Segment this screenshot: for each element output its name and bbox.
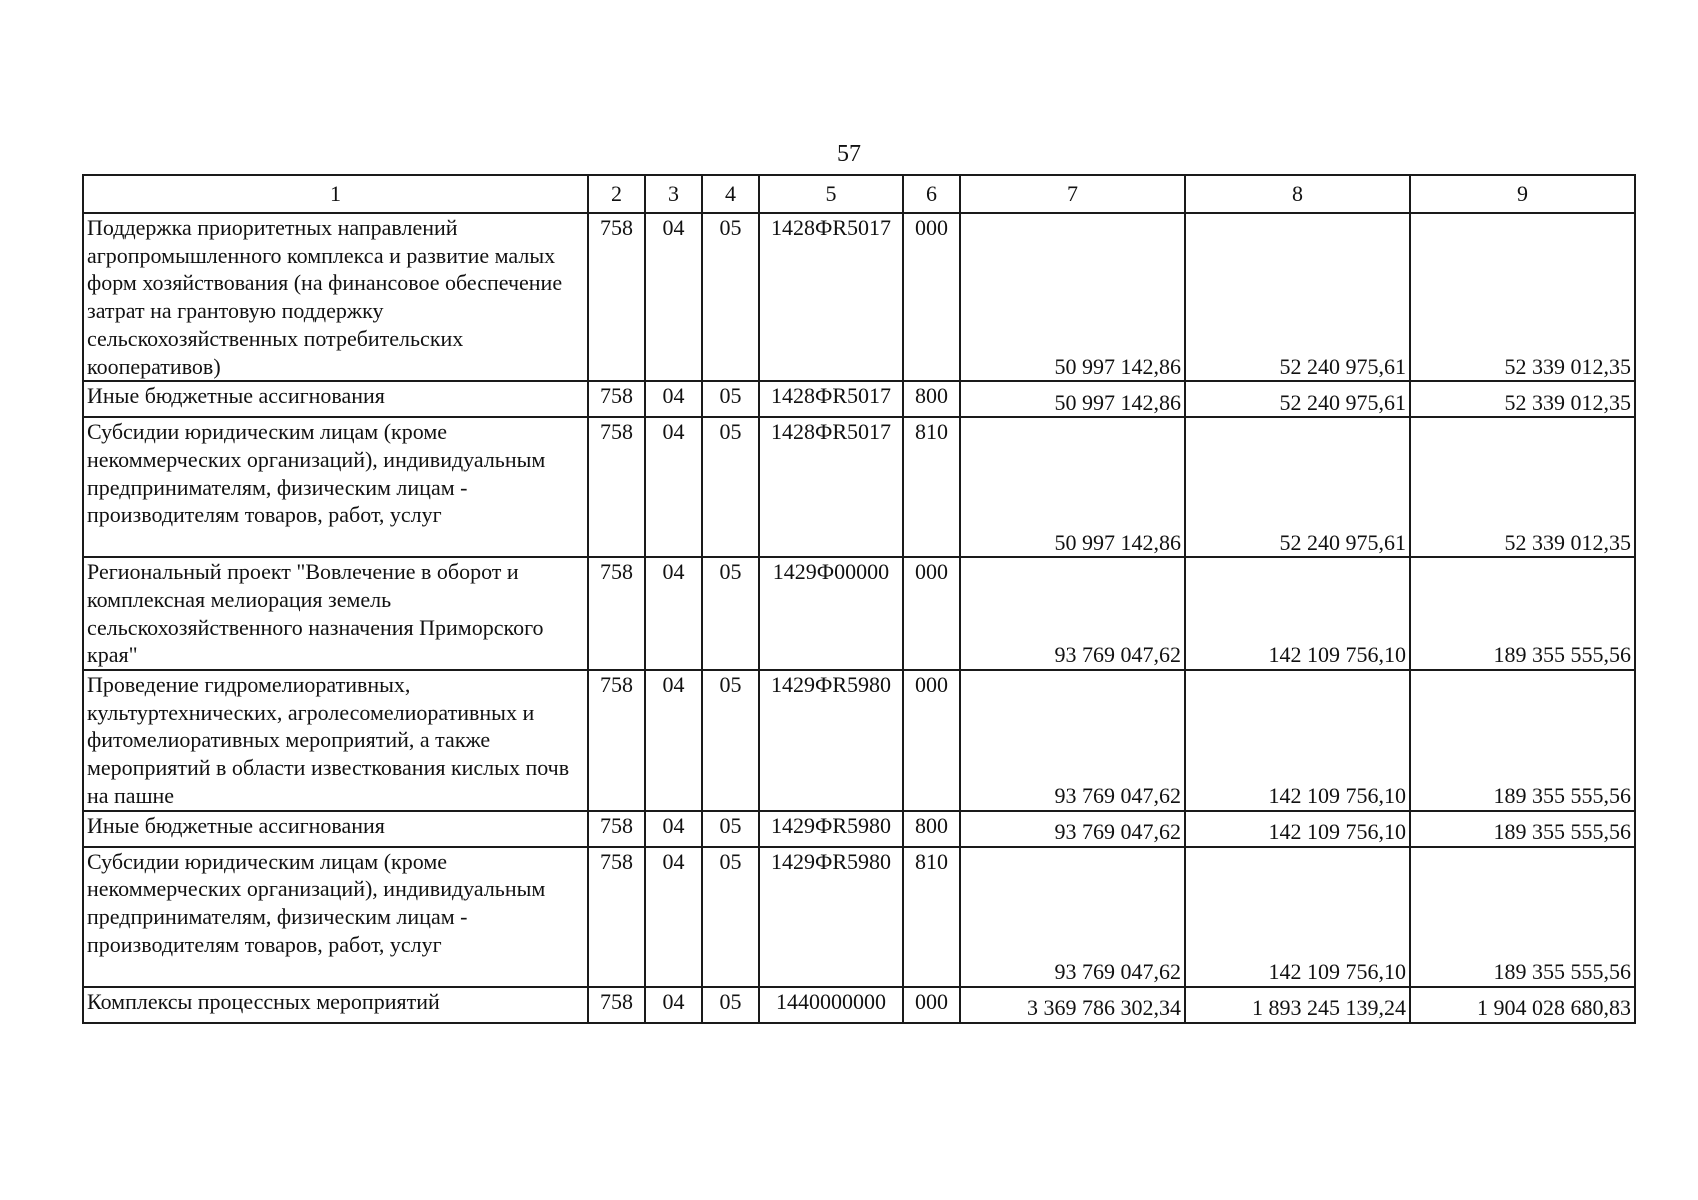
header-cell: 7	[960, 175, 1185, 213]
header-cell: 2	[588, 175, 645, 213]
header-cell: 1	[83, 175, 588, 213]
row-name: Субсидии юридическим лицам (кроме некоммерческих организаций), индивидуальным предпринимателям, физическим лицам - производителям товаров, работ, услуг	[83, 417, 588, 557]
row-name: Иные бюджетные ассигнования	[83, 811, 588, 847]
row-code-3: 04	[645, 811, 702, 847]
row-name: Поддержка приоритетных направлений агропромышленного комплекса и развитие малых форм хозяйствования (на финансовое обеспечение затрат на грантовую поддержку сельскохозяйственных потребительских кооперативов)	[83, 213, 588, 381]
row-amount-7: 93 769 047,62	[960, 811, 1185, 847]
table-row	[83, 847, 1635, 987]
row-amount-9: 52 339 012,35	[1410, 213, 1635, 381]
budget-table	[82, 174, 1636, 1024]
row-code-6: 810	[903, 847, 960, 987]
row-name: Региональный проект "Вовлечение в оборот и комплексная мелиорация земель сельскохозяйственного назначения Приморского края"	[83, 557, 588, 670]
row-code-5: 1428ФR5017	[759, 213, 903, 381]
table-row	[83, 381, 1635, 417]
row-amount-8: 52 240 975,61	[1185, 381, 1410, 417]
row-code-2: 758	[588, 670, 645, 811]
row-amount-8: 1 893 245 139,24	[1185, 987, 1410, 1023]
header-cell: 8	[1185, 175, 1410, 213]
row-code-5: 1440000000	[759, 987, 903, 1023]
row-code-5: 1429ФR5980	[759, 847, 903, 987]
table-row	[83, 811, 1635, 847]
row-amount-9: 1 904 028 680,83	[1410, 987, 1635, 1023]
table-row	[83, 557, 1635, 670]
row-name: Комплексы процессных мероприятий	[83, 987, 588, 1023]
row-code-6: 000	[903, 557, 960, 670]
row-code-2: 758	[588, 847, 645, 987]
row-code-4: 05	[702, 381, 759, 417]
row-amount-7: 50 997 142,86	[960, 417, 1185, 557]
row-amount-8: 52 240 975,61	[1185, 213, 1410, 381]
row-amount-9: 52 339 012,35	[1410, 417, 1635, 557]
row-code-4: 05	[702, 213, 759, 381]
row-code-6: 810	[903, 417, 960, 557]
row-code-3: 04	[645, 847, 702, 987]
row-code-6: 000	[903, 670, 960, 811]
row-code-3: 04	[645, 670, 702, 811]
row-code-2: 758	[588, 557, 645, 670]
row-amount-7: 93 769 047,62	[960, 670, 1185, 811]
page-number: 57	[837, 141, 861, 167]
row-code-3: 04	[645, 987, 702, 1023]
row-amount-7: 3 369 786 302,34	[960, 987, 1185, 1023]
row-amount-8: 142 109 756,10	[1185, 811, 1410, 847]
row-amount-8: 142 109 756,10	[1185, 847, 1410, 987]
row-amount-9: 189 355 555,56	[1410, 670, 1635, 811]
row-amount-7: 50 997 142,86	[960, 213, 1185, 381]
header-cell: 9	[1410, 175, 1635, 213]
row-amount-7: 93 769 047,62	[960, 557, 1185, 670]
row-amount-9: 189 355 555,56	[1410, 557, 1635, 670]
row-amount-7: 50 997 142,86	[960, 381, 1185, 417]
header-cell: 5	[759, 175, 903, 213]
row-code-4: 05	[702, 847, 759, 987]
table-row	[83, 213, 1635, 381]
row-amount-8: 142 109 756,10	[1185, 557, 1410, 670]
row-code-2: 758	[588, 811, 645, 847]
row-amount-9: 52 339 012,35	[1410, 381, 1635, 417]
row-amount-8: 52 240 975,61	[1185, 417, 1410, 557]
row-code-4: 05	[702, 670, 759, 811]
header-cell: 6	[903, 175, 960, 213]
header-cell: 3	[645, 175, 702, 213]
row-code-2: 758	[588, 381, 645, 417]
row-code-2: 758	[588, 417, 645, 557]
row-amount-9: 189 355 555,56	[1410, 811, 1635, 847]
table-row	[83, 987, 1635, 1023]
table-header-row	[83, 175, 1635, 213]
table-row	[83, 670, 1635, 811]
row-name: Иные бюджетные ассигнования	[83, 381, 588, 417]
row-amount-7: 93 769 047,62	[960, 847, 1185, 987]
header-cell: 4	[702, 175, 759, 213]
row-code-4: 05	[702, 811, 759, 847]
row-code-6: 800	[903, 381, 960, 417]
row-code-6: 000	[903, 213, 960, 381]
row-code-5: 1429ФR5980	[759, 670, 903, 811]
row-code-3: 04	[645, 213, 702, 381]
table-row	[83, 417, 1635, 557]
row-code-6: 800	[903, 811, 960, 847]
row-code-5: 1429ФR5980	[759, 811, 903, 847]
row-code-3: 04	[645, 381, 702, 417]
row-code-5: 1428ФR5017	[759, 381, 903, 417]
row-amount-9: 189 355 555,56	[1410, 847, 1635, 987]
row-code-3: 04	[645, 557, 702, 670]
row-code-2: 758	[588, 987, 645, 1023]
row-code-6: 000	[903, 987, 960, 1023]
row-amount-8: 142 109 756,10	[1185, 670, 1410, 811]
row-code-4: 05	[702, 557, 759, 670]
row-code-4: 05	[702, 987, 759, 1023]
row-code-3: 04	[645, 417, 702, 557]
row-code-5: 1429Ф00000	[759, 557, 903, 670]
row-code-2: 758	[588, 213, 645, 381]
row-name: Проведение гидромелиоративных, культуртехнических, агролесомелиоративных и фитомелиоративных мероприятий, а также мероприятий в области известкования кислых почв на пашне	[83, 670, 588, 811]
row-code-5: 1428ФR5017	[759, 417, 903, 557]
row-code-4: 05	[702, 417, 759, 557]
row-name: Субсидии юридическим лицам (кроме некоммерческих организаций), индивидуальным предпринимателям, физическим лицам - производителям товаров, работ, услуг	[83, 847, 588, 987]
